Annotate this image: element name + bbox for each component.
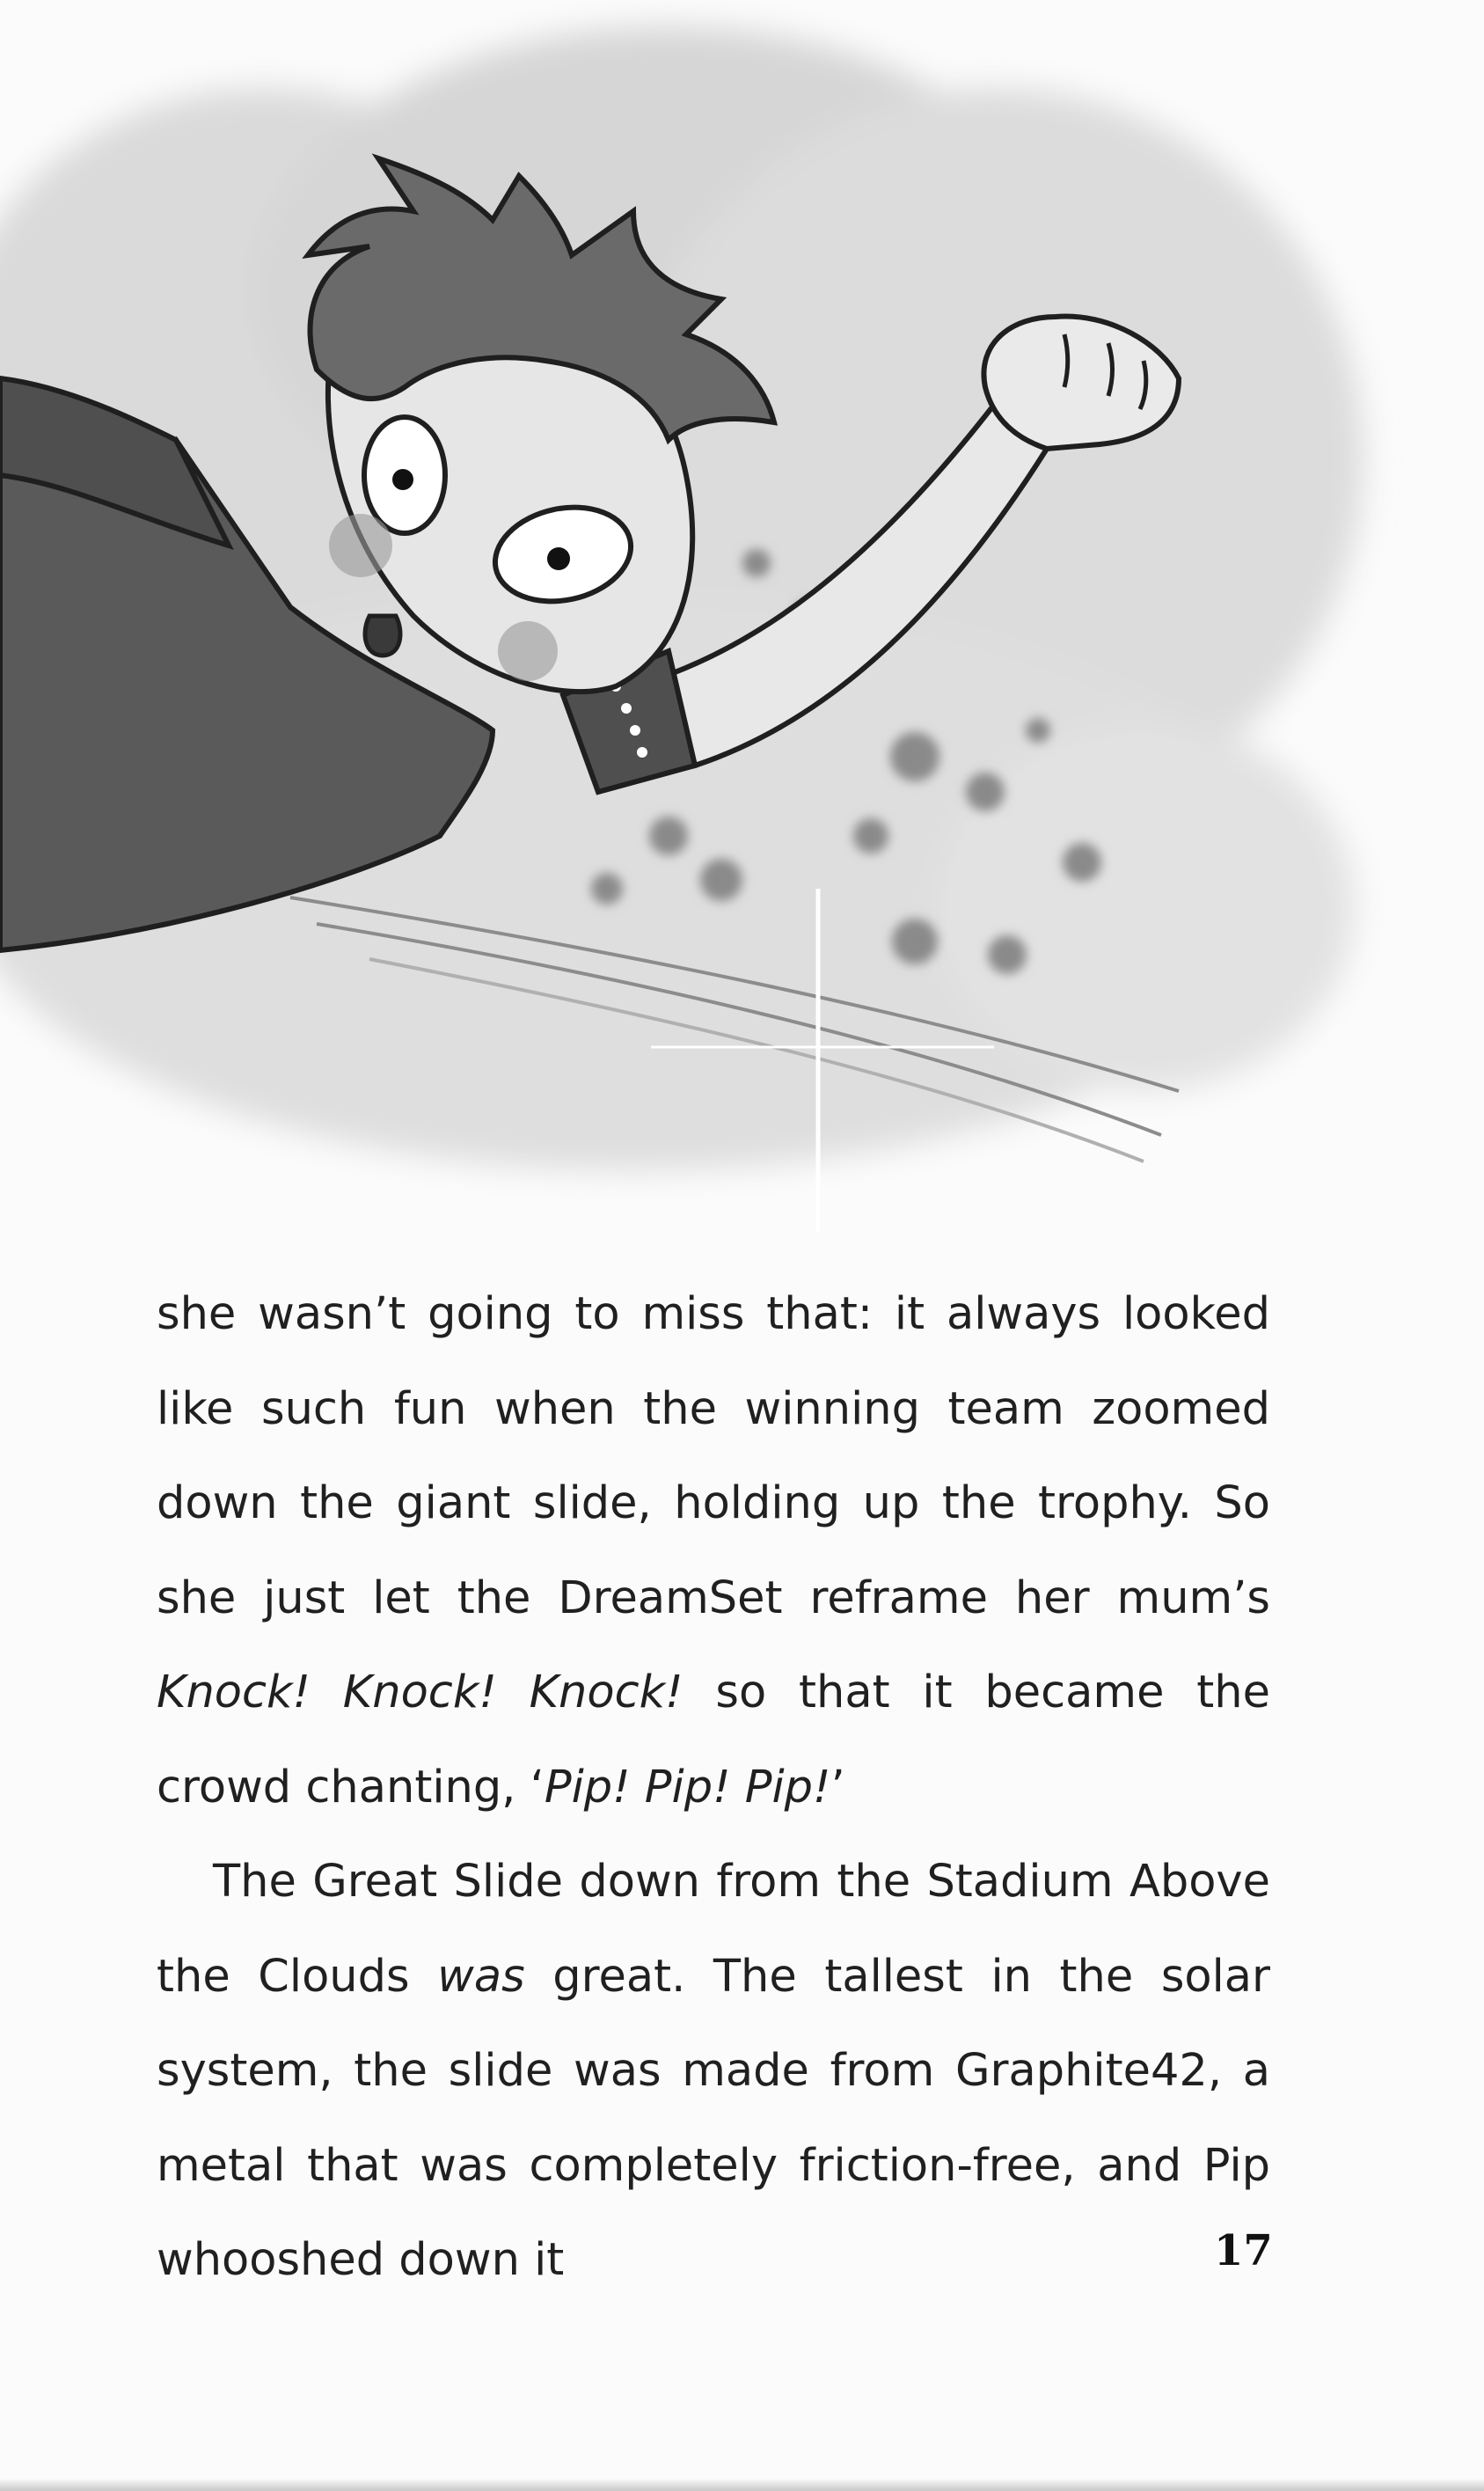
page-number: 17 (1214, 2226, 1273, 2275)
text-segment-italic: Knock! Knock! Knock! (157, 1667, 684, 1718)
text-segment: so that it became the crowd chanting, ‘ (157, 1667, 1270, 1813)
paragraph-2 (157, 1835, 1273, 2308)
mouth (365, 616, 400, 656)
paragraph-1 (157, 1267, 1270, 1835)
text-segment-italic: was (437, 1950, 525, 2003)
page-bottom-edge (0, 2479, 1484, 2491)
text-segment: The Great Slide down from the Stadium Above the Clouds (157, 1856, 1270, 2003)
body-text (157, 1267, 1273, 2308)
text-segment: great. The tallest in the solar system, the slide was made from Graphite42, a metal that was completely friction-free, and Pip whooshed down it (157, 1950, 1270, 2286)
text-segment-italic: Pip! Pip! Pip! (544, 1761, 831, 1813)
text-segment: ’ (830, 1761, 845, 1813)
text-segment: she wasn’t going to miss that: it always looked like such fun when the winning team zoomed down the giant slide, holding up the trophy. So she just let the DreamSet reframe her mum’s (157, 1288, 1270, 1624)
